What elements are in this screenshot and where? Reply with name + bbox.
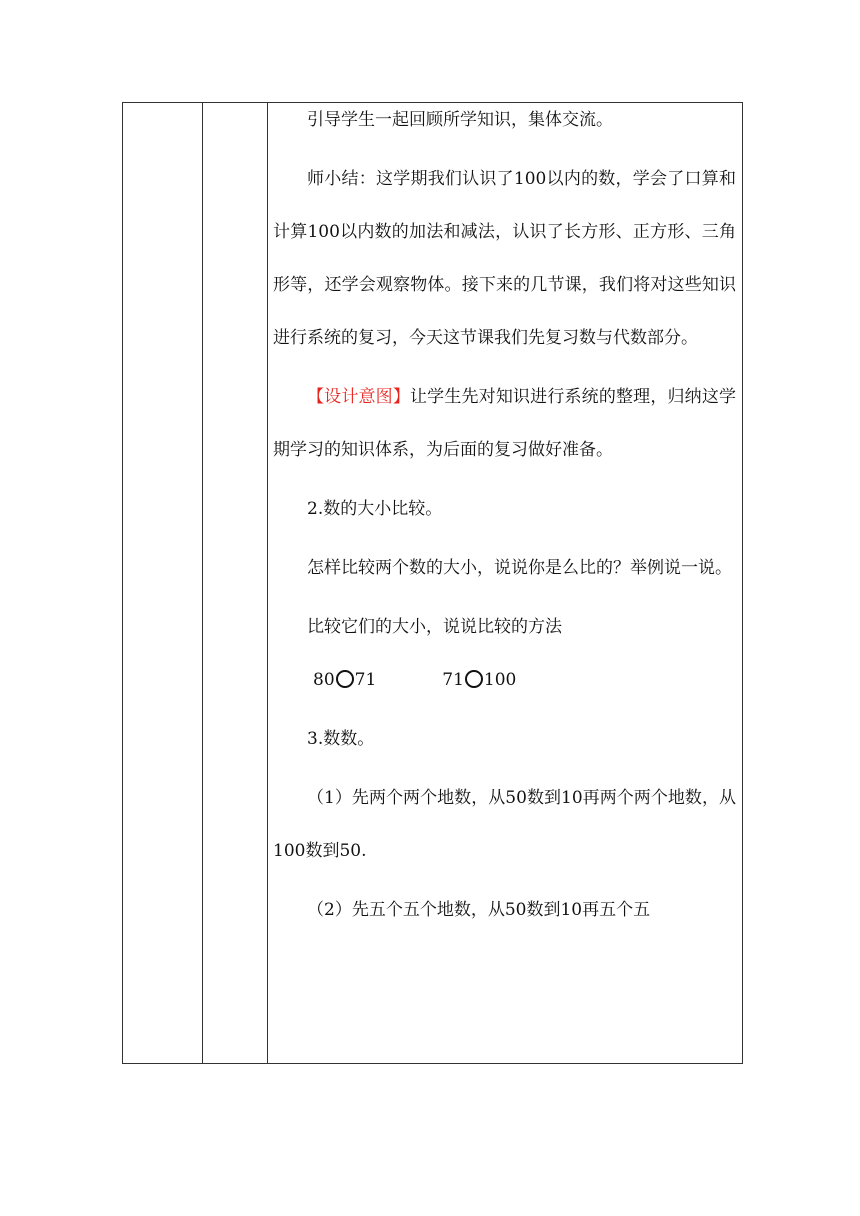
table-cell-column-1	[123, 103, 203, 1064]
paragraph-review: 引导学生一起回顾所学知识，集体交流。	[307, 110, 613, 130]
paragraph-compare-method: 比较它们的大小，说说比较的方法	[307, 617, 562, 637]
comparison-2-right: 100	[483, 670, 517, 690]
paragraph-count-by-twos: （1）先两个两个地数，从50数到10再两个两个地数，从100数到50.	[273, 788, 736, 861]
table-cell-column-2	[203, 103, 268, 1064]
lesson-plan-table	[122, 102, 743, 1064]
paragraph-compare-question: 怎样比较两个数的大小，说说你是么比的？举例说一说。	[307, 558, 732, 578]
design-intent-text: 让学生先对知识进行系统的整理，归纳这学期学习的知识体系，为后面的复习做好准备。	[273, 387, 736, 460]
content-text	[268, 94, 742, 937]
paragraph-teacher-summary: 师小结：这学期我们认识了100以内的数，学会了口算和计算100以内数的加法和减法，认识了长方形、正方形、三角形等，还学会观察物体。接下来的几节课，我们将对这些知识进行系统的复习，今天这节课我们先复习数与代数部分。	[273, 169, 736, 348]
comparison-exercises	[273, 654, 736, 707]
comparison-2-circle-icon	[465, 670, 483, 688]
comparison-2-left: 71	[442, 670, 464, 690]
comparison-1-left: 80	[313, 670, 335, 690]
section-heading-compare: 2.数的大小比较。	[307, 499, 443, 519]
design-intent-label: 【设计意图】	[307, 387, 410, 407]
section-heading-counting: 3.数数。	[307, 729, 375, 749]
comparison-1-circle-icon	[336, 670, 354, 688]
comparison-1-right: 71	[354, 670, 377, 690]
table-cell-content	[268, 103, 743, 1064]
paragraph-count-by-fives: （2）先五个五个地数，从50数到10再五个五	[307, 900, 651, 920]
paragraph-design-intent	[273, 371, 736, 477]
